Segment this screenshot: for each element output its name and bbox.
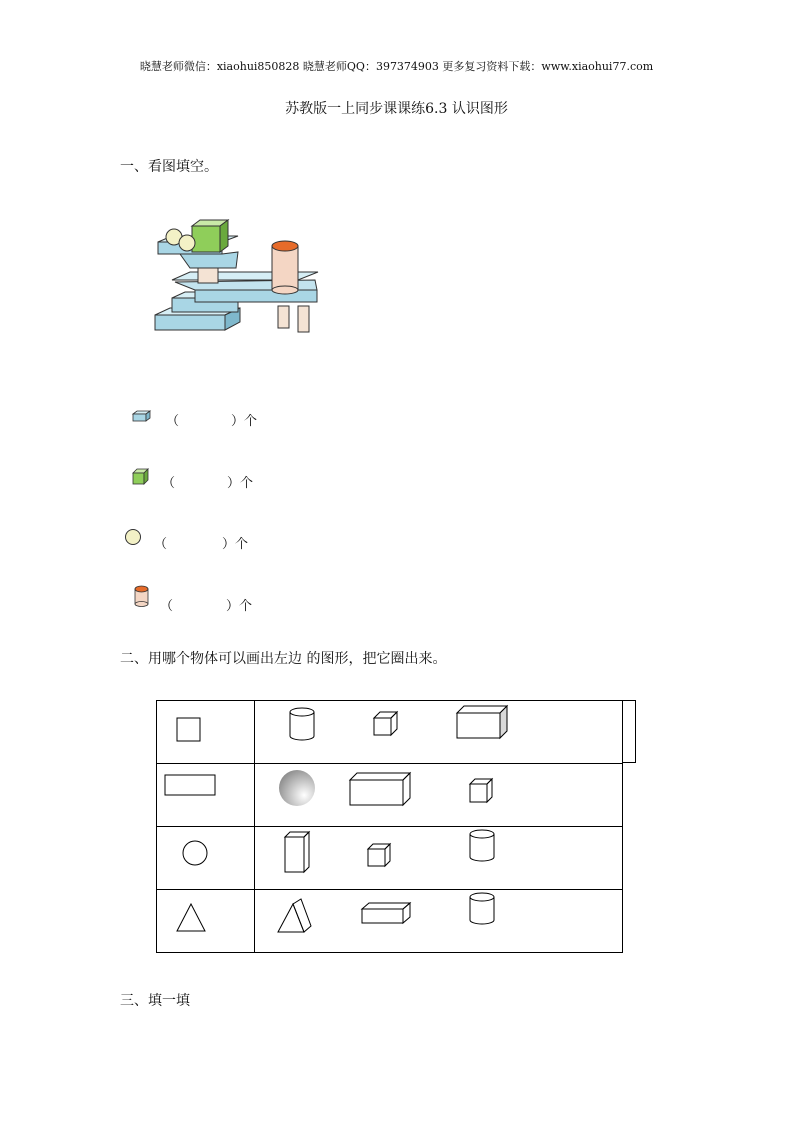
flat-cuboid-option[interactable] (361, 902, 413, 926)
shape-matching-table (156, 700, 623, 953)
left-shape-cell (157, 890, 255, 953)
section3-heading: 三、填一填 (120, 993, 190, 1009)
table-row (157, 827, 623, 890)
page-title: 苏教版一上同步课课练6.3 认识图形 (285, 101, 508, 117)
fill-row-cuboid (132, 406, 332, 430)
left-shape-cell (157, 701, 255, 764)
cylinder-option[interactable] (469, 829, 497, 863)
rectangle-shape (164, 774, 218, 798)
table-row (157, 890, 623, 953)
options-cell (255, 701, 623, 764)
circle-shape (182, 840, 210, 868)
options-cell (255, 827, 623, 890)
triangle-shape (176, 903, 208, 933)
blank-open-paren: （ (160, 599, 174, 614)
sphere-option[interactable] (277, 768, 317, 808)
blank-close-count: ）个 (222, 537, 249, 552)
left-shape-cell (157, 764, 255, 827)
cube-option[interactable] (367, 843, 395, 869)
cuboid-option[interactable] (456, 705, 510, 741)
block-building-illustration (150, 210, 325, 345)
fill-row-sphere (124, 527, 324, 551)
cube-icon (132, 468, 150, 486)
header-contact-line: 晓慧老师微信：xiaohui850828 晓慧老师QQ：397374903 更多复习资料下载：www.xiaohui77.com (139, 60, 654, 73)
cylinder-option[interactable] (289, 707, 317, 741)
blank-close-count: ）个 (227, 476, 254, 491)
tall-cuboid-option[interactable] (284, 831, 312, 875)
section2-heading: 二、用哪个物体可以画出左边 的图形，把它圈出来。 (120, 651, 447, 667)
square-shape (176, 717, 202, 743)
cuboid-option[interactable] (349, 772, 413, 808)
blank-close-count: ）个 (231, 414, 258, 429)
table-edge-cell (622, 700, 636, 763)
cube-option[interactable] (469, 778, 497, 806)
cylinder-option[interactable] (469, 892, 497, 926)
table-row (157, 764, 623, 827)
options-cell (255, 890, 623, 953)
cube-option[interactable] (373, 711, 401, 739)
left-shape-cell (157, 827, 255, 890)
blank-open-paren: （ (162, 476, 176, 491)
blank-open-paren: （ (154, 537, 168, 552)
triangular-prism-option[interactable] (277, 898, 313, 936)
sphere-icon (124, 528, 142, 546)
blank-close-count: ）个 (226, 599, 253, 614)
fill-row-cylinder (134, 585, 334, 614)
table-row (157, 701, 623, 764)
blank-open-paren: （ (166, 414, 180, 429)
cuboid-icon (132, 410, 152, 424)
cylinder-icon (134, 585, 150, 607)
section1-heading: 一、看图填空。 (120, 159, 218, 175)
fill-row-cube (132, 466, 332, 490)
options-cell (255, 764, 623, 827)
